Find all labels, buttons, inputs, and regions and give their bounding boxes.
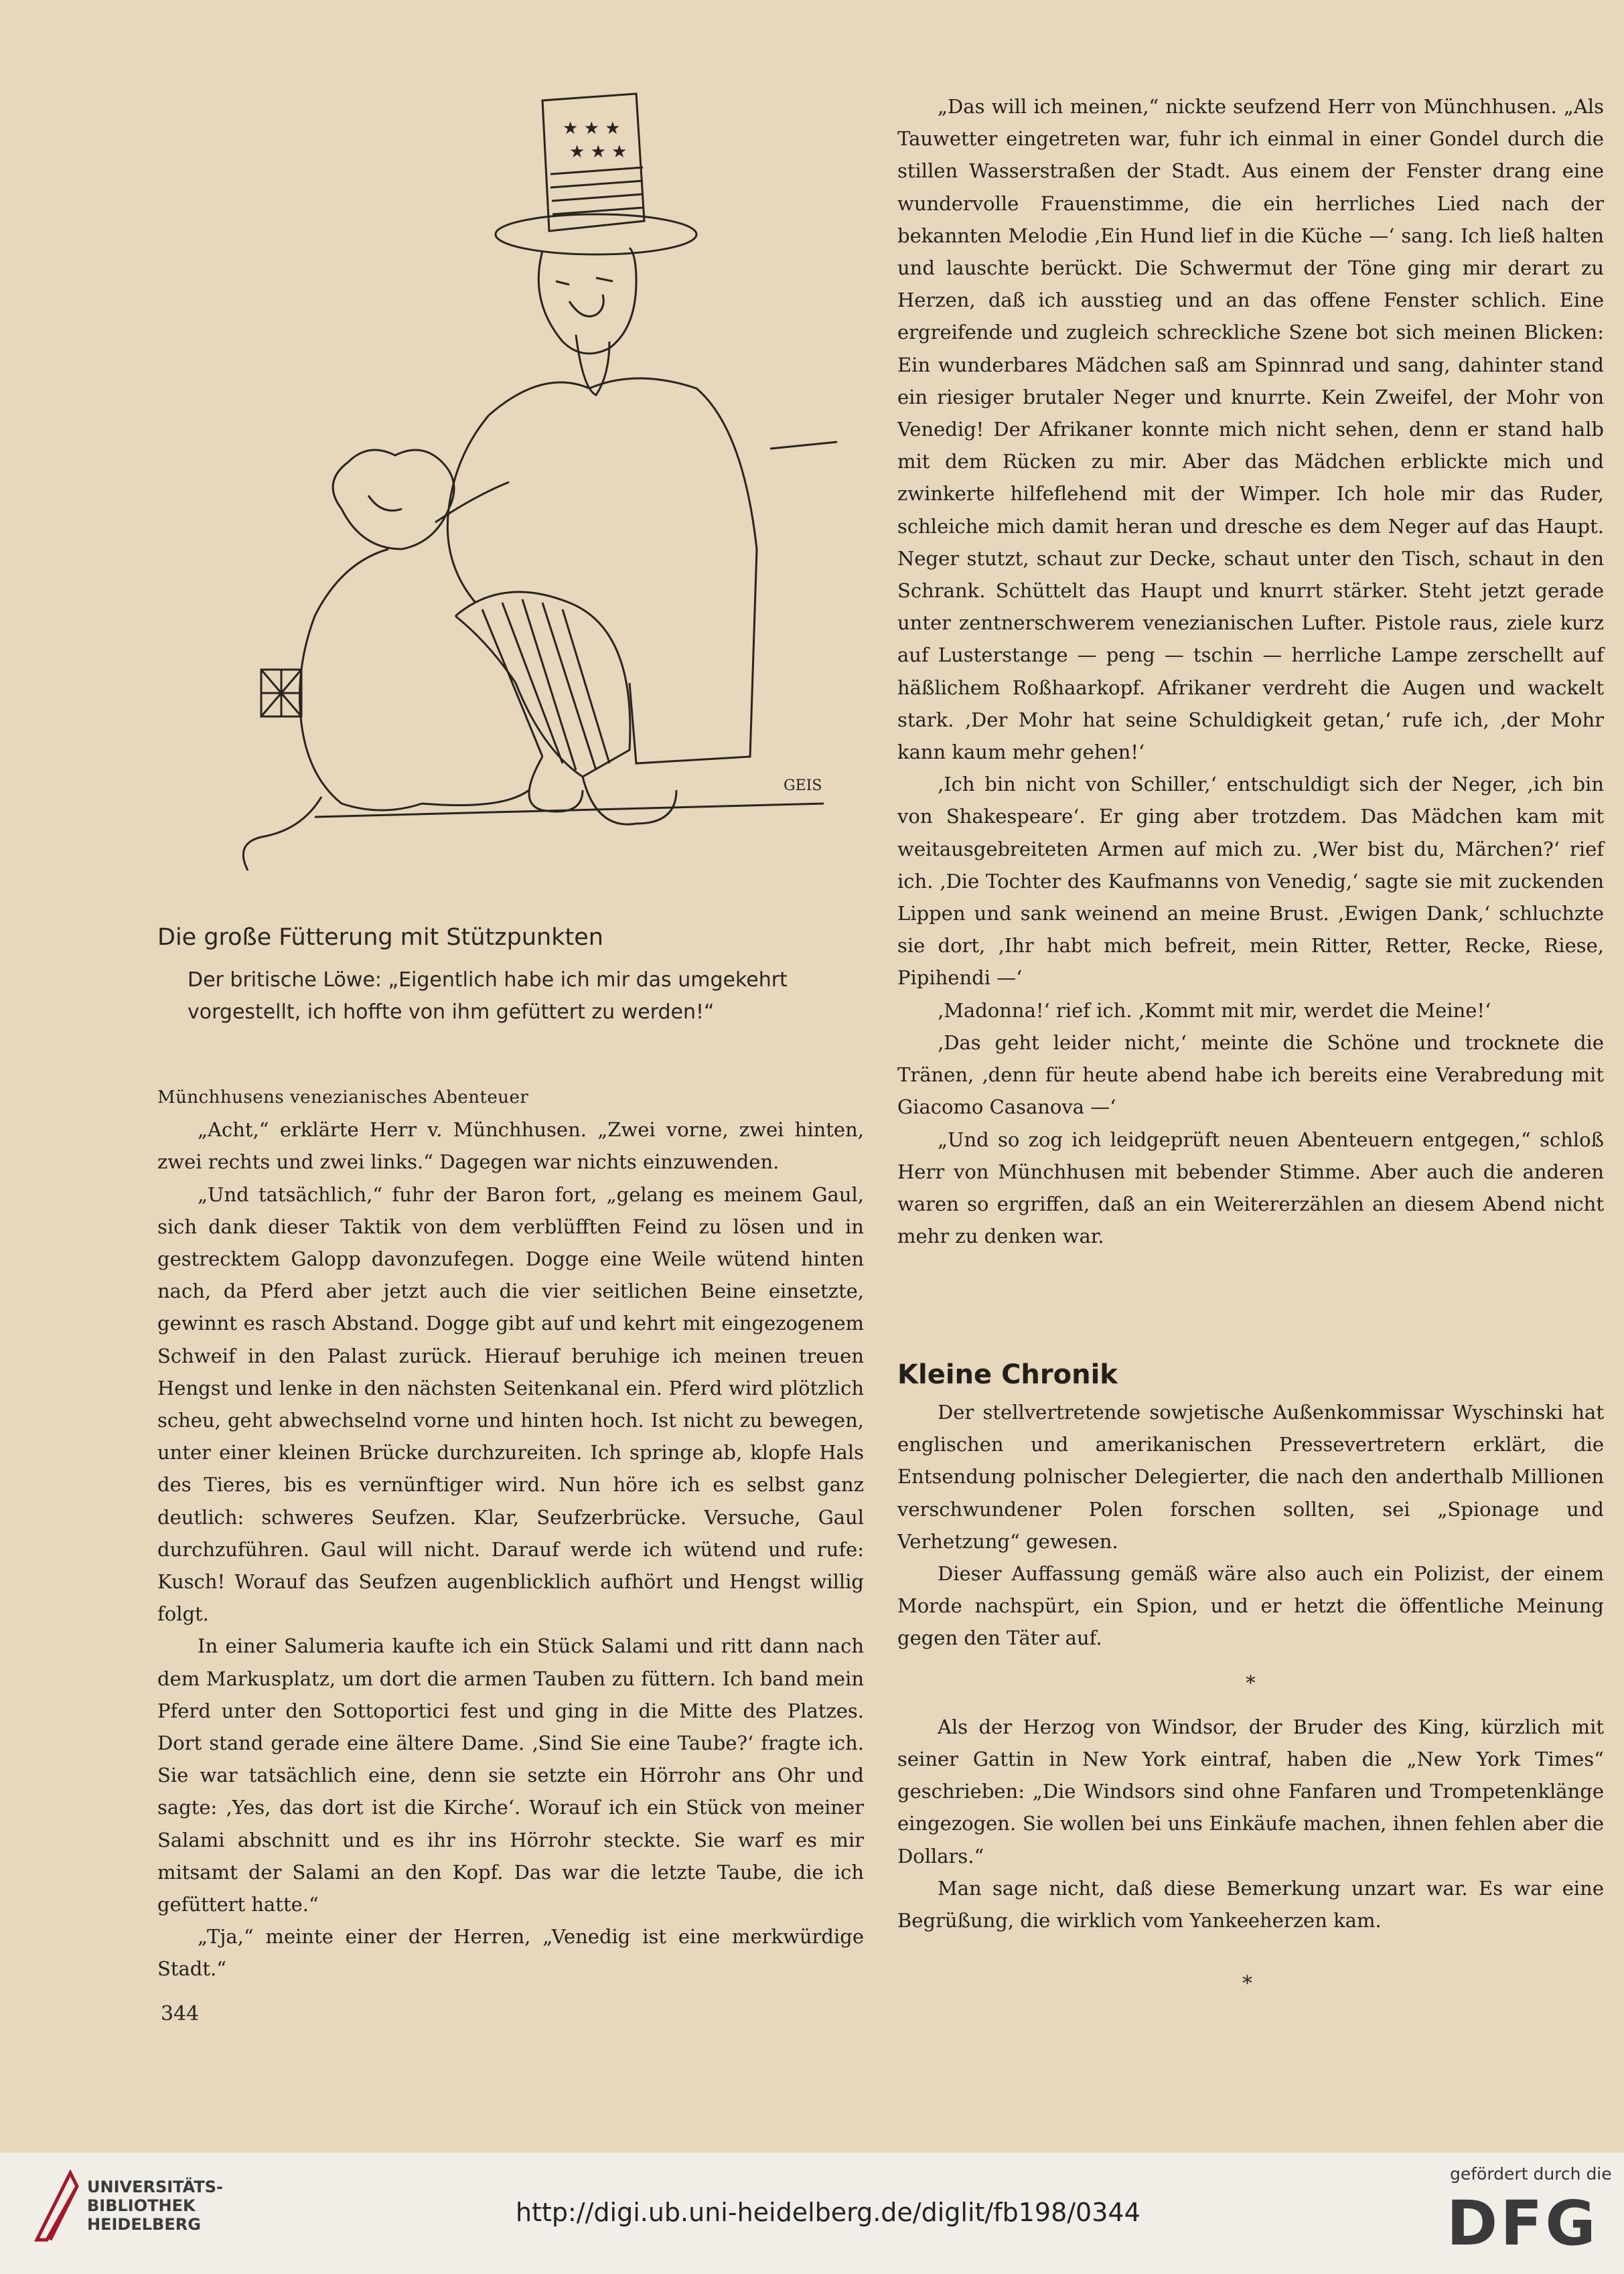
funding-text: gefördert durch die	[1450, 2164, 1612, 2184]
caption-text: Der britische Löwe: „Eigentlich habe ich mir das umgekehrt vorgestellt, ich hoffte von ihm gefüttert zu werden!“	[188, 968, 788, 1024]
chronik-heading: Kleine Chronik	[897, 1359, 1118, 1390]
svg-text:★ ★ ★: ★ ★ ★	[569, 142, 628, 162]
paragraph: „Und so zog ich leidgeprüft neuen Abenteuern entgegen,“ schloß Herr von Münchhusen mit bebender Stimme. Aber auch die anderen waren so ergriffen, daß an ein Weitererzählen an diesem Abend nicht mehr zu denken war.	[897, 1128, 1604, 1248]
svg-text:★ ★ ★: ★ ★ ★	[563, 119, 621, 139]
paragraph: „Und tatsächlich,“ fuhr der Baron fort, „gelang es meinem Gaul, sich dank dieser Taktik von dem verblüfften Feind zu lösen und in gestrecktem Galopp davonzufegen. Dogge eine Weile wütend hinten nach, da Pferd aber jetzt auch die vier seitlichen Beine einsetzte, gewinnt es rasch Abstand. Dogge gibt auf und kehrt mit eingezogenem Schweif in den Palast zurück. Hierauf beruhige ich meinen treuen Hengst und lenke in den nächsten Seitenkanal ein. Pferd wird plötzlich scheu, geht abwechselnd vorne und hinten hoch. Ist nicht zu bewegen, unter einer kleinen Brücke durchzureiten. Ich springe ab, klopfe Hals des Tieres, bis es vernünftiger wird. Nun höre ich es selbst ganz deutlich: schweres Seufzen. Klar, Seufzerbrücke. Versuche, Gaul durchzuführen. Gaul will nicht. Darauf werde ich wütend und rufe: Kusch! Worauf das Seufzen augenblicklich aufhört und Hengst willig folgt.	[157, 1183, 864, 1626]
library-name: UNIVERSITÄTS- BIBLIOTHEK HEIDELBERG	[87, 2178, 224, 2234]
separator: *	[1246, 1671, 1256, 1694]
caption-title: Die große Fütterung mit Stützpunkten	[157, 924, 603, 951]
cartoon-illustration	[167, 80, 851, 917]
paragraph: ‚Ich bin nicht von Schiller,‘ entschuldigt sich der Neger, ‚ich bin von Shakespeare‘. Er ging aber trotzdem. Das Mädchen kam mit weitausgebreiteten Armen auf mich zu. ‚Wer bist du, Märchen?‘ rief ich. ‚Die Tochter des Kaufmanns von Venedig,‘ sagte sie mit zuckenden Lippen und sank weinend an meine Brust. ‚Ewigen Dank,‘ schluchzte sie dort, ‚Ihr habt mich befreit, mein Ritter, Retter, Recke, Riese, Pipihendi —‘	[897, 773, 1604, 990]
dfg-logo: DFG	[1447, 2188, 1599, 2259]
source-url-link[interactable]: http://digi.ub.uni-heidelberg.de/diglit/fb198/0344	[516, 2198, 1140, 2227]
artist-signature: GEIS	[784, 777, 822, 794]
paragraph: Dieser Auffassung gemäß wäre also auch ein Polizist, der einem Morde nachspürt, ein Spion, und er hetzt die öffentliche Meinung gegen den Täter auf.	[897, 1562, 1604, 1650]
end-separator: *	[1242, 1972, 1252, 1995]
paragraph: „Tja,“ meinte einer der Herren, „Venedig ist eine merkwürdige Stadt.“	[157, 1925, 864, 1981]
paragraph: „Acht,“ erklärte Herr v. Münchhusen. „Zwei vorne, zwei hinten, zwei rechts und zwei links.“ Dagegen war nichts einzuwenden.	[157, 1118, 864, 1174]
ub-logo-icon	[30, 2166, 84, 2247]
paragraph: ‚Das geht leider nicht,‘ meinte die Schöne und trocknete die Tränen, ‚denn für heute abend habe ich bereits eine Verabredung mit Giacomo Casanova —‘	[897, 1031, 1604, 1119]
paragraph: Der stellvertretende sowjetische Außenkommissar Wyschinski hat englischen und amerikanischen Pressevertretern erklärt, die Entsendung polnischer Delegierter, die nach den anderthalb Millionen verschwundener Polen forschen sollten, sei „Spionage und Verhetzung“ gewesen.	[897, 1401, 1604, 1553]
right-column	[897, 90, 1604, 1252]
paragraph: Man sage nicht, daß diese Bemerkung unzart war. Es war eine Begrüßung, die wirklich vom Yankeeherzen kam.	[897, 1876, 1604, 1932]
paragraph: In einer Salumeria kaufte ich ein Stück Salami und ritt dann nach dem Markusplatz, um dort die armen Tauben zu füttern. Ich band mein Pferd unter den Sottoportici fest und ging in die Mitte des Platzes. Dort stand gerade eine ältere Dame. ‚Sind Sie eine Taube?‘ fragte ich. Sie war tatsächlich eine, denn sie setzte ein Hörrohr ans Ohr und sagte: ‚Yes, das dort ist die Kirche‘. Worauf ich ein Stück von meiner Salami abschnitt und es ihr ins Hörrohr steckte. Sie warf es mir mitsamt der Salami an den Kopf. Das war die letzte Taube, die ich gefüttert hatte.“	[157, 1635, 864, 1916]
section-heading: Münchhusens venezianisches Abenteuer	[157, 1087, 529, 1108]
left-column	[157, 1081, 864, 1985]
footer-bar	[0, 2153, 1624, 2274]
paragraph: ‚Madonna!‘ rief ich. ‚Kommt mit mir, werdet die Meine!‘	[938, 998, 1491, 1022]
paragraph: Als der Herzog von Windsor, der Bruder des King, kürzlich mit seiner Gattin in New York eintraf, haben die „New York Times“ geschrieben: „Die Windsors sind ohne Fanfaren und Trompetenklänge eingezogen. Sie wollen bei uns Einkäufe machen, ihnen fehlen aber die Dollars.“	[897, 1715, 1604, 1868]
page-number: 344	[161, 2002, 200, 2026]
paragraph: „Das will ich meinen,“ nickte seufzend Herr von Münchhusen. „Als Tauwetter eingetreten war, fuhr ich einmal in einer Gondel durch die stillen Wasserstraßen der Stadt. Aus einem der Fenster drang eine wundervolle Frauenstimme, die ein herrliches Lied nach der bekannten Melodie ‚Ein Hund lief in die Küche —‘ sang. Ich ließ halten und lauschte berückt. Die Schwermut der Töne ging mir derart zu Herzen, daß ich ausstieg und an das offene Fenster schlich. Eine ergreifende und zugleich schreckliche Szene bot sich meinen Blicken: Ein wunderbares Mädchen saß am Spinnrad und sang, dahinter stand ein riesiger brutaler Neger und knurrte. Kein Zweifel, der Mohr von Venedig! Der Afrikaner konnte mich nicht sehen, denn er stand halb mit dem Rücken zu mir. Aber das Mädchen erblickte mich und zwinkerte hilfeflehend mit der Wimper. Ich hole mir das Ruder, schleiche mich damit heran und dresche es dem Neger auf das Haupt. Neger stutzt, schaut zur Decke, schaut unter den Tisch, schaut in den Schrank. Schüttelt das Haupt und knurrt stärker. Steht jetzt gerade unter zentnerschwerem venezianischen Lufter. Pistole raus, ziele kurz auf Lusterstange — peng — tschin — herrliche Lampe zerschellt auf häßlichem Roßhaarkopf. Afrikaner verdreht die Augen und wackelt stark. ‚Der Mohr hat seine Schuldigkeit getan,‘ rufe ich, ‚der Mohr kann kaum mehr gehen!‘	[897, 95, 1604, 764]
chronik-section	[897, 1396, 1604, 1937]
